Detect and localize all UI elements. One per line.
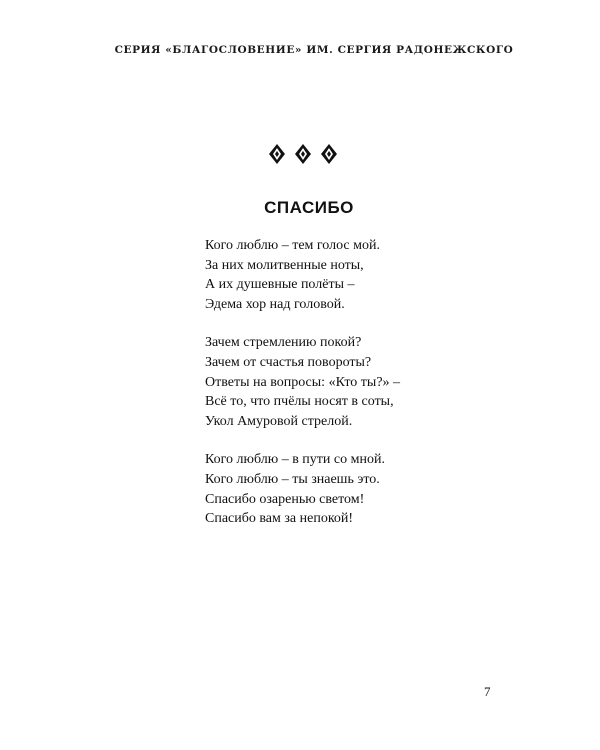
page-number: 7 (484, 684, 491, 699)
poem-line: Кого люблю – тем голос мой. (205, 238, 380, 253)
poem-line: Кого люблю – в пути со мной. (205, 452, 385, 468)
poem-line: Зачем стремлению покой? (205, 335, 362, 351)
poem-line: Спасибо озаренью светом! (205, 491, 365, 507)
three-diamond-ornament-icon (268, 142, 338, 166)
poem-body (205, 236, 505, 548)
poem-line: Спасибо вам за непокой! (205, 511, 354, 527)
stanza-2 (205, 333, 505, 431)
poem-line: Всё то, что пчёлы носят в соты, (205, 394, 394, 410)
diamond-ornament-right-icon (321, 144, 337, 164)
poem-line: Кого люблю – ты знаешь это. (205, 471, 380, 487)
poem-line: Укол Амуровой стрелой. (205, 413, 353, 429)
poem-title: СПАСИБО (264, 198, 354, 217)
poem-line: А их душевные полёты – (205, 277, 355, 293)
diamond-ornament-left-icon (269, 144, 285, 164)
stanza-3 (205, 450, 505, 528)
poem-line: За них молитвенные ноты, (205, 257, 364, 273)
poem-line: Зачем от счастья повороты? (205, 354, 372, 370)
running-header: СЕРИЯ «БЛАГОСЛОВЕНИЕ» ИМ. СЕРГИЯ РАДОНЕЖСКОГО (114, 44, 514, 56)
diamond-ornament-center-icon (295, 144, 311, 164)
stanza-1 (205, 236, 505, 314)
poem-line: Ответы на вопросы: «Кто ты?» – (205, 374, 401, 390)
poem-line: Эдема хор над головой. (205, 296, 345, 312)
